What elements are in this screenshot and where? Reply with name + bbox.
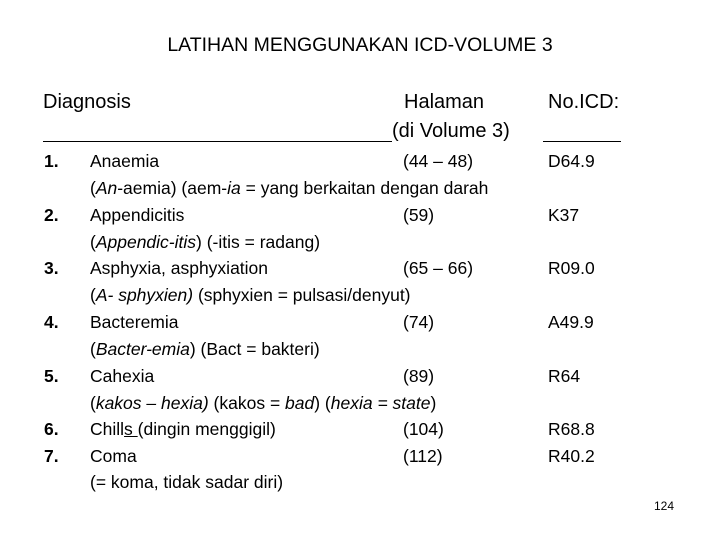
- icd-code: R68.8: [548, 419, 595, 439]
- diagnosis-term: Bacteremia: [90, 312, 179, 332]
- page-range: (65 – 66): [403, 258, 474, 278]
- header-rule-left: [43, 141, 392, 142]
- icd-code: R40.2: [548, 446, 595, 466]
- etymology-note: (Appendic-itis) (-itis = radang): [90, 232, 321, 252]
- page-range: (112): [403, 446, 443, 466]
- page-range: (74): [403, 312, 435, 332]
- icd-code: A49.9: [548, 312, 594, 332]
- etymology-note: (Bacter-emia) (Bact = bakteri): [90, 339, 320, 359]
- page-title: LATIHAN MENGGUNAKAN ICD-VOLUME 3: [167, 34, 553, 56]
- noicd-header: No.ICD:: [548, 91, 620, 113]
- etymology-note: (An-aemia) (aem-ia = yang berkaitan dengan darah: [90, 178, 489, 198]
- diagnosis-header: Diagnosis: [43, 91, 131, 113]
- diagnosis-term: Appendicitis: [90, 205, 185, 225]
- item-number: 5.: [44, 366, 59, 386]
- icd-code: K37: [548, 205, 580, 225]
- icd-code: D64.9: [548, 151, 595, 171]
- item-number: 2.: [44, 205, 59, 225]
- item-number: 4.: [44, 312, 59, 332]
- diagnosis-term: Anaemia: [90, 151, 160, 171]
- volume-header: (di Volume 3): [392, 120, 510, 142]
- page-range: (44 – 48): [403, 151, 474, 171]
- header-rule-right: [543, 141, 621, 142]
- item-number: 1.: [44, 151, 59, 171]
- diagnosis-term: Chills (dingin menggigil): [90, 419, 276, 439]
- icd-code: R64: [548, 366, 581, 386]
- etymology-note: (= koma, tidak sadar diri): [90, 472, 284, 492]
- page-range: (104): [403, 419, 444, 439]
- diagnosis-term: Asphyxia, asphyxiation: [90, 258, 269, 278]
- etymology-note: (kakos – hexia) (kakos = bad) (hexia = state): [90, 393, 437, 413]
- halaman-header: Halaman: [404, 91, 485, 113]
- item-number: 3.: [44, 258, 59, 278]
- icd-code: R09.0: [548, 258, 595, 278]
- page-range: (89): [403, 366, 435, 386]
- item-number: 7.: [44, 446, 59, 466]
- item-number: 6.: [44, 419, 59, 439]
- page-number: 124: [654, 499, 675, 513]
- page-range: (59): [403, 205, 435, 225]
- diagnosis-term: Coma: [90, 446, 137, 466]
- diagnosis-term: Cahexia: [90, 366, 155, 386]
- etymology-note: (A- sphyxien) (sphyxien = pulsasi/denyut): [90, 285, 411, 305]
